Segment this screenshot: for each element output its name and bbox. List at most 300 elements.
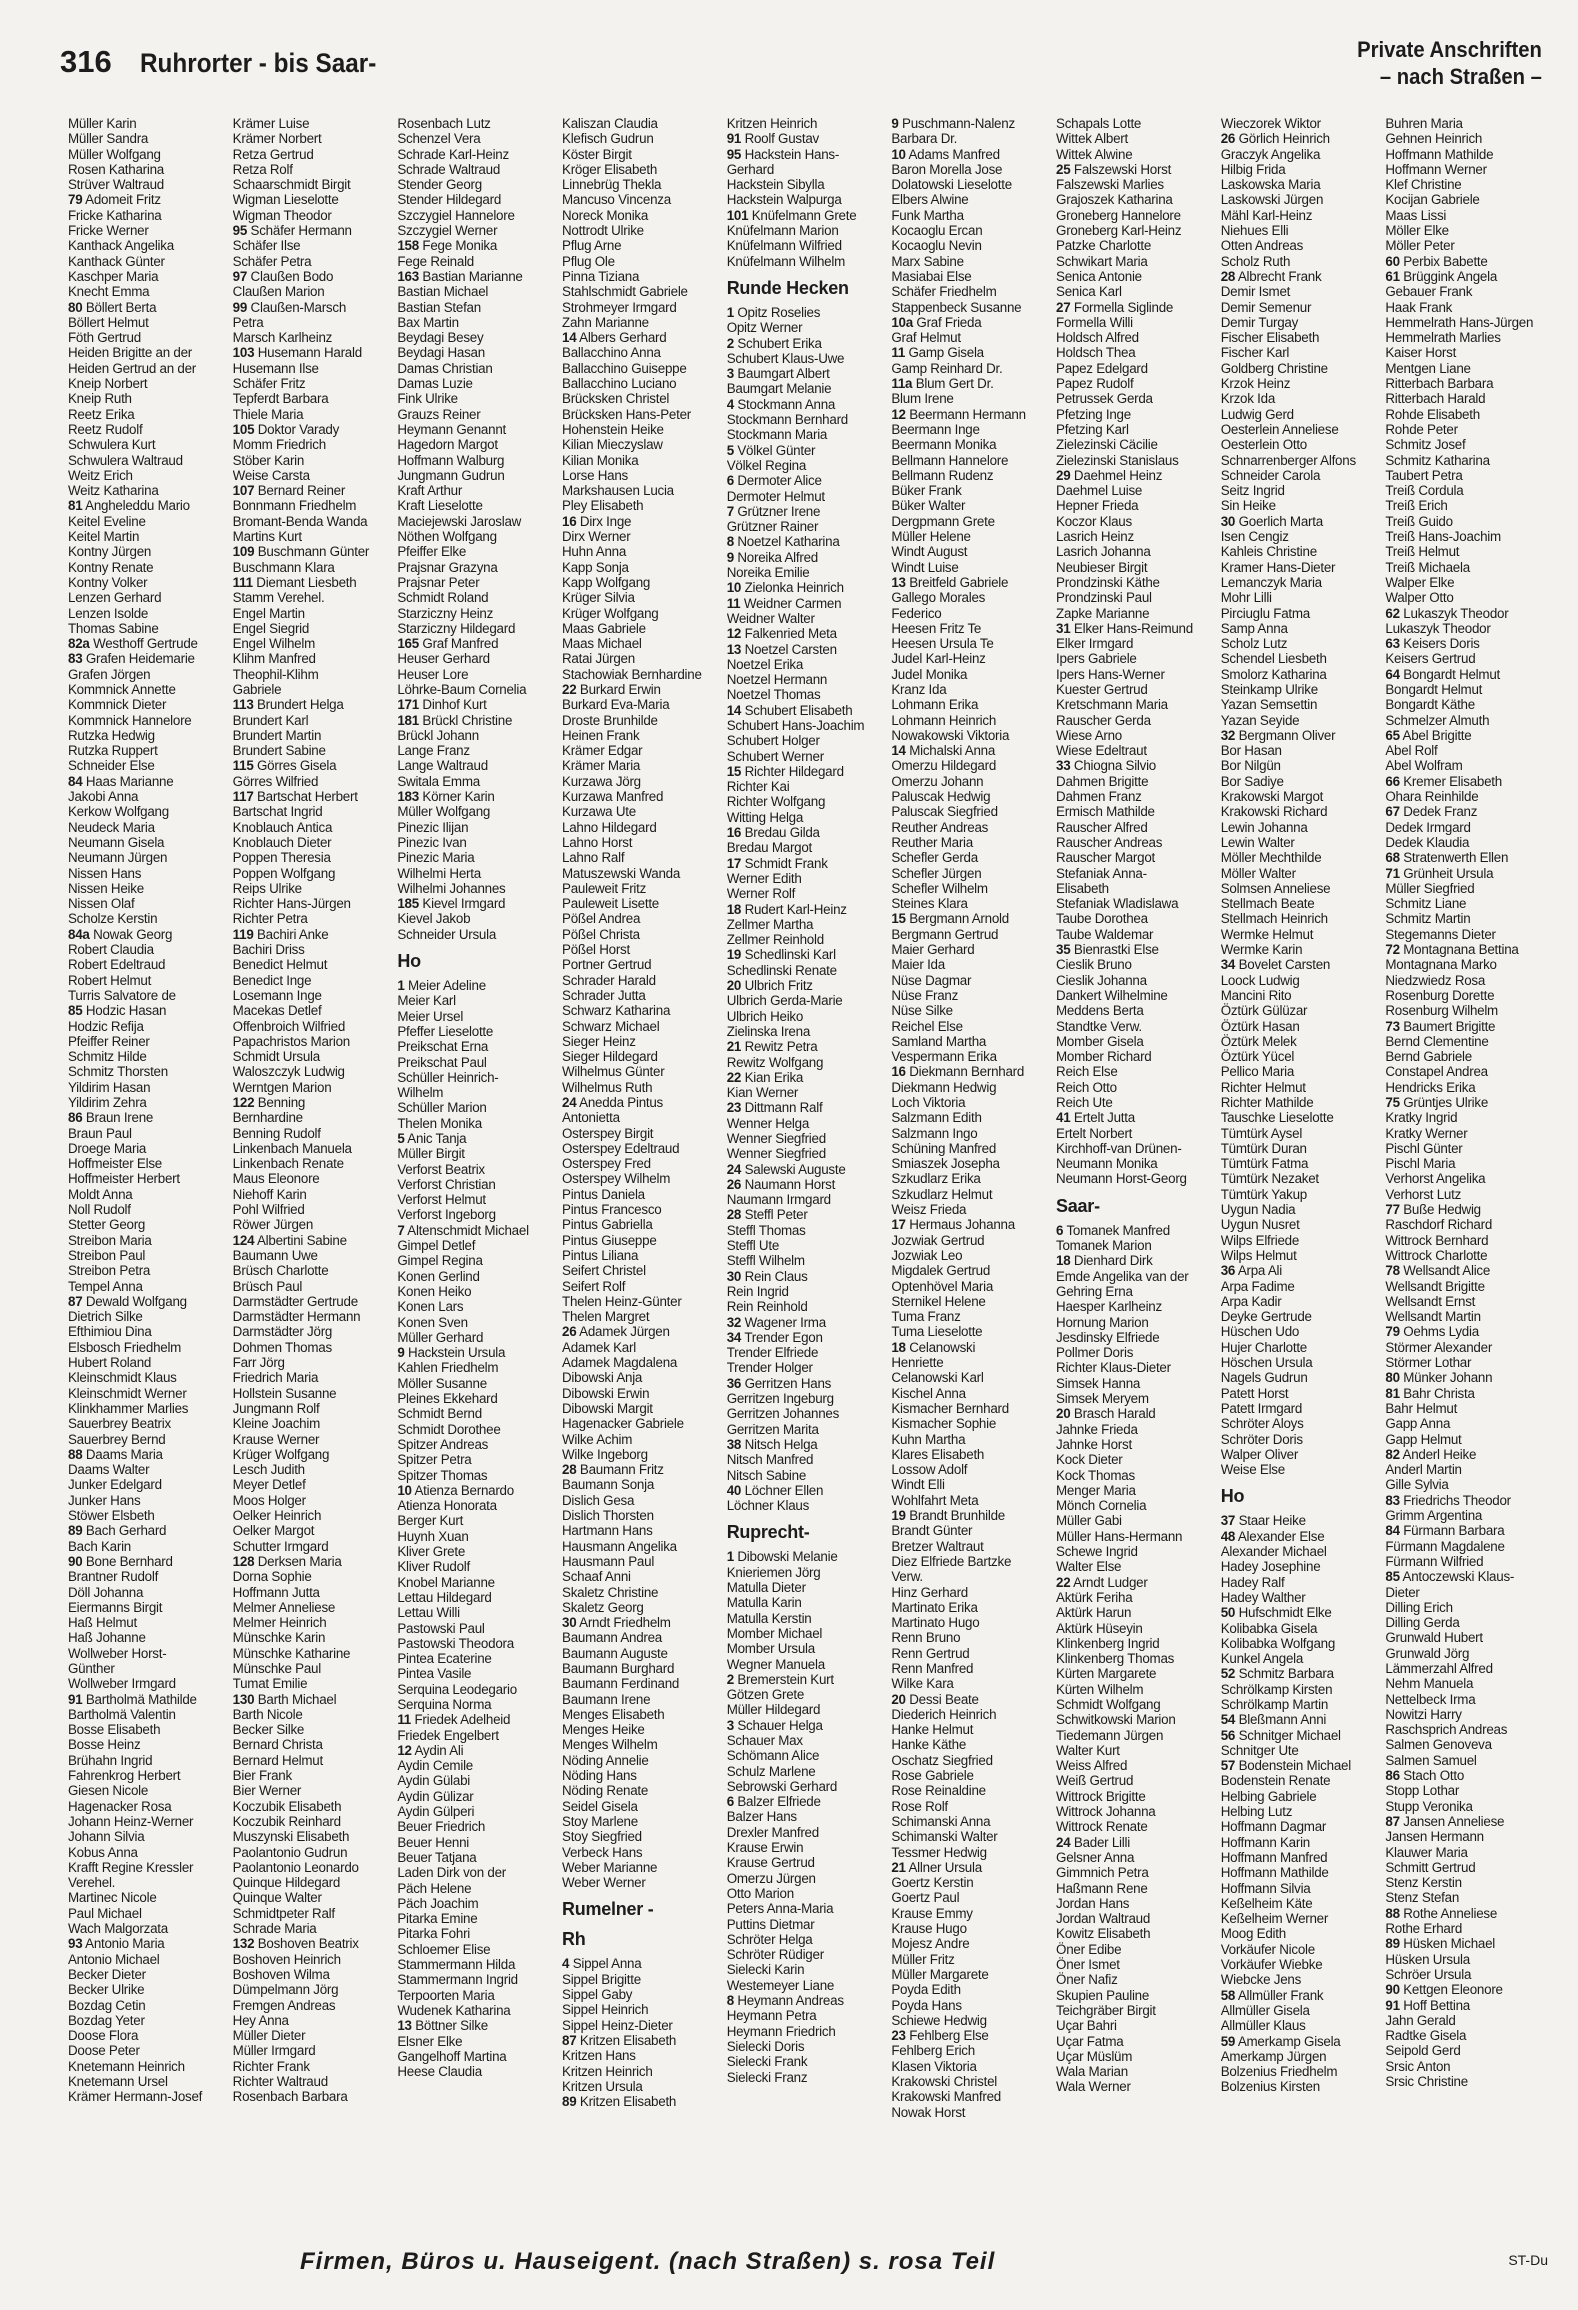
entry: Retza Rolf — [232, 161, 293, 177]
entry: Osterspey Edeltraud — [562, 1140, 680, 1156]
entry: Kolibabka Wolfgang — [1220, 1635, 1336, 1651]
entry: Grunwald Hubert — [1385, 1630, 1483, 1646]
entry: 86 Braun Irene — [68, 1110, 154, 1126]
entry: Treiß Helmut — [1385, 544, 1460, 560]
entry: Allmüller Gisela — [1220, 2002, 1310, 2018]
entry: Loch Viktoria — [891, 1095, 966, 1110]
entry: Lemanczyk Maria — [1220, 574, 1322, 590]
entry: 185 Kievel Irmgard — [397, 896, 506, 912]
entry: Kaiser Horst — [1385, 345, 1457, 361]
entry: Pößel Christa — [562, 926, 640, 942]
entry: Kurzawa Manfred — [562, 789, 664, 805]
entry: Aydin Gülizar — [397, 1788, 474, 1804]
entry: 40 Löchner Ellen — [726, 1482, 824, 1498]
entry: Richter Klaus-Dieter — [1056, 1360, 1171, 1376]
entry: Paluscak Siegfried — [891, 804, 998, 820]
entry: Brühahn Ingrid — [68, 1752, 153, 1768]
entry: Kapp Sonja — [562, 559, 629, 575]
entry: Pleines Ekkehard — [397, 1391, 498, 1407]
entry: Poppen Theresia — [232, 850, 331, 866]
house-number: 28 — [1220, 268, 1236, 284]
entry: Bromant-Benda Wanda — [232, 513, 368, 529]
entry: Baumann Sonja — [562, 1477, 655, 1493]
entry: Noll Rudolf — [68, 1202, 131, 1218]
house-number: 1 — [397, 978, 405, 994]
house-number: 87 — [68, 1293, 83, 1309]
entry: Rose Reinaldine — [891, 1783, 986, 1799]
entry: Schnarrenberger Alfons — [1220, 452, 1356, 468]
entry: Schrölkamp Kirsten — [1220, 1681, 1333, 1697]
entry: Klinkhammer Marlies — [68, 1400, 189, 1416]
entry: Hepner Frieda — [1056, 498, 1139, 514]
column-3 — [397, 116, 561, 2226]
entry: 32 Wagener Irma — [726, 1314, 826, 1330]
entry: Burkard Eva-Maria — [562, 697, 670, 713]
entry: Müller Helene — [891, 529, 971, 545]
house-number: 89 — [68, 1523, 83, 1539]
entry: 25 Falszewski Horst — [1056, 161, 1172, 177]
entry: Tuma Franz — [891, 1309, 961, 1325]
entry: 26 Naumann Horst — [726, 1176, 836, 1192]
entry: Pohl Wilfried — [232, 1202, 305, 1218]
entry: Wilhelmus Ruth — [562, 1079, 653, 1095]
entry: Nettelbeck Irma — [1385, 1691, 1476, 1707]
entry: Wenner Siegfried — [726, 1146, 826, 1162]
house-number: 25 — [1056, 161, 1071, 177]
house-number: 21 — [891, 1859, 906, 1875]
house-number: 80 — [68, 299, 83, 315]
entry: Grimm Argentina — [1385, 1508, 1483, 1524]
entry: 89 Hüsken Michael — [1385, 1936, 1496, 1952]
entry: 2 Bremerstein Kurt — [726, 1671, 834, 1687]
entry: Sippel Heinz-Dieter — [562, 2017, 673, 2033]
entry: 20 Ulbrich Fritz — [726, 978, 813, 994]
entry: Dümpelmann Jörg — [232, 1982, 339, 1998]
entry: Dergpmann Grete — [891, 513, 995, 529]
entry: Mancini Rito — [1220, 987, 1292, 1003]
entry: Kleinschmidt Werner — [68, 1385, 187, 1401]
entry: Hanke Käthe — [891, 1737, 967, 1753]
house-number: 78 — [1385, 1263, 1400, 1279]
entry: 90 Bone Bernhard — [68, 1553, 173, 1569]
entry: Stenz Kerstin — [1385, 1875, 1462, 1891]
entry: Fischer Karl — [1220, 345, 1290, 361]
entry: Koczubik Elisabeth — [232, 1798, 342, 1814]
entry: Schrade Karl-Heinz — [397, 146, 509, 162]
entry: Standtke Verw. — [1056, 1018, 1142, 1034]
entry: Schröter Helga — [726, 1931, 813, 1947]
entry: Schenzel Vera — [397, 131, 481, 147]
entry: 86 Stach Otto — [1385, 1768, 1465, 1784]
entry: Müller Dieter — [232, 2028, 306, 2044]
entry: Kratky Werner — [1385, 1125, 1468, 1141]
entry: Grafen Jörgen — [68, 666, 151, 682]
entry: Zielezinski Cäcilie — [1056, 437, 1158, 453]
entry: Werner Rolf — [726, 886, 796, 902]
entry: 11 Weidner Carmen — [726, 595, 842, 611]
entry: Wittek Albert — [1056, 131, 1128, 147]
entry: Bozdag Cetin — [68, 1997, 146, 2013]
entry: Loock Ludwig — [1220, 972, 1300, 988]
entry: Neumann Jürgen — [68, 850, 168, 866]
entry: Weise Carsta — [232, 467, 310, 483]
entry: 6 Balzer Elfriede — [726, 1794, 821, 1810]
entry: Uçar Müslüm — [1056, 2048, 1133, 2064]
house-number: 1 — [726, 304, 734, 320]
house-number: 7 — [726, 503, 734, 519]
entry: Darmstädter Hermann — [232, 1309, 361, 1325]
entry: Bernard Christa — [232, 1737, 323, 1753]
entry: Kocijan Gabriele — [1385, 192, 1480, 208]
entry: Husemann Ilse — [232, 360, 319, 376]
entry: Schmidt Dorothee — [397, 1421, 501, 1437]
entry: Tumat Emilie — [232, 1676, 308, 1692]
entry: 107 Bernard Reiner — [232, 483, 346, 499]
house-number: 12 — [891, 406, 906, 422]
entry: Kerkow Wolfgang — [68, 804, 169, 820]
entry: Laden Dirk von der — [397, 1865, 506, 1881]
entry: Krämer Hermann-Josef — [68, 2089, 203, 2105]
entry: Dietrich Silke — [68, 1309, 143, 1325]
entry: Nowitzi Harry — [1385, 1706, 1462, 1722]
house-number: 84 — [68, 773, 83, 789]
entry: Uçar Fatma — [1056, 2033, 1124, 2049]
entry: Macekas Detlef — [232, 1003, 322, 1019]
house-number: 81 — [1385, 1385, 1400, 1401]
entry: Kischel Anna — [891, 1385, 966, 1401]
entry: Streibon Petra — [68, 1263, 151, 1279]
entry: 18 Celanowski — [891, 1339, 976, 1355]
entry: 99 Claußen-Marsch — [232, 299, 347, 315]
entry: Kurzawa Ute — [562, 804, 636, 820]
entry: Solmsen Anneliese — [1220, 880, 1331, 896]
entry: Grauzs Reiner — [397, 406, 481, 422]
entry: Smiaszek Josepha — [891, 1156, 1000, 1172]
entry: Menges Elisabeth — [562, 1706, 665, 1722]
footer-code: ST-Du — [1508, 2252, 1548, 2268]
entry: Krzok Heinz — [1220, 376, 1291, 392]
entry: Schmitz Josef — [1385, 437, 1466, 453]
entry: Elisabeth — [1056, 880, 1109, 896]
entry: Krämer Luise — [232, 116, 310, 131]
entry: Yazan Seyide — [1220, 712, 1300, 728]
entry: Päch Helene — [397, 1880, 472, 1896]
entry: Konen Sven — [397, 1314, 468, 1330]
entry: Pintus Daniela — [562, 1186, 645, 1202]
entry: 84 Fürmann Barbara — [1385, 1523, 1505, 1539]
entry: 41 Ertelt Jutta — [1056, 1110, 1135, 1126]
entry: Tümtürk Duran — [1220, 1140, 1307, 1156]
house-number: 111 — [232, 574, 253, 590]
entry: Pastowski Theodora — [397, 1635, 514, 1651]
entry: Wigman Theodor — [232, 207, 332, 223]
entry: Schmelzer Almuth — [1385, 712, 1490, 728]
entry: Lasrich Johanna — [1056, 544, 1151, 560]
entry: Senica Antonie — [1056, 268, 1142, 284]
entry: Dibowski Anja — [562, 1370, 643, 1386]
entry: Schüller Heinrich- — [397, 1069, 499, 1085]
entry: Kleine Joachim — [232, 1416, 320, 1432]
entry: 16 Diekmann Bernhard — [891, 1064, 1025, 1080]
entry: Senica Karl — [1056, 284, 1122, 300]
entry: Wilhelm — [397, 1085, 444, 1101]
entry: Pollmer Doris — [1056, 1345, 1134, 1361]
entry: Nissen Olaf — [68, 896, 135, 912]
entry: Abel Wolfram — [1385, 758, 1463, 774]
entry: Hüschen Udo — [1220, 1324, 1300, 1340]
entry: 81 Angheleddu Mario — [68, 498, 190, 514]
entry: Hausmann Paul — [562, 1553, 655, 1569]
entry: Momber Gisela — [1056, 1033, 1144, 1049]
entry: Krafft Regine Kressler — [68, 1859, 194, 1875]
entry: Hubert Roland — [68, 1355, 152, 1371]
entry: Robert Edeltraud — [68, 957, 166, 973]
entry: Noreck Monika — [562, 207, 649, 223]
entry: Schäfer Petra — [232, 253, 312, 269]
entry: 56 Schnitger Michael — [1220, 1727, 1341, 1743]
entry: Sauerbrey Bernd — [68, 1431, 166, 1447]
entry: Samp Anna — [1220, 620, 1288, 636]
entry: Cieslik Bruno — [1056, 957, 1132, 973]
entry: Baumann Ferdinand — [562, 1676, 680, 1692]
entry: Neubieser Birgit — [1056, 559, 1148, 575]
entry: Heymann Petra — [726, 2008, 817, 2024]
entry: Brücksken Hans-Peter — [562, 406, 691, 422]
entry: Neumann Monika — [1056, 1156, 1158, 1172]
entry: Sielecki Doris — [726, 2038, 805, 2054]
entry: Szkudlarz Helmut — [891, 1186, 993, 1202]
entry: Smolorz Katharina — [1220, 666, 1327, 682]
entry: Pößel Andrea — [562, 911, 641, 927]
entry: Preikschat Erna — [397, 1039, 489, 1055]
entry: 6 Dermoter Alice — [726, 473, 822, 489]
entry: Kürten Wilhelm — [1056, 1681, 1144, 1697]
entry: 117 Bartschat Herbert — [232, 789, 358, 805]
entry: Ritterbach Barbara — [1385, 376, 1494, 392]
entry: Tempel Anna — [68, 1278, 143, 1294]
entry: Schmitz Hilde — [68, 1049, 147, 1065]
entry: Amerkamp Jürgen — [1220, 2048, 1327, 2064]
entry: Dedek Klaudia — [1385, 834, 1470, 850]
entry: 6 Tomanek Manfred — [1056, 1222, 1170, 1238]
entry: Hoffmann Dagmar — [1220, 1819, 1327, 1835]
entry: Baumann Andrea — [562, 1630, 662, 1646]
entry: Öner Nafiz — [1056, 1972, 1118, 1988]
entry: Fink Ulrike — [397, 391, 458, 407]
house-number: 73 — [1385, 1018, 1400, 1034]
entry: Pfeffer Lieselotte — [397, 1023, 494, 1039]
entry: Stellmach Heinrich — [1220, 911, 1328, 927]
entry: Kobus Anna — [68, 1844, 138, 1860]
entry: Pößel Horst — [562, 942, 630, 958]
entry: Hackstein Walpurga — [726, 192, 842, 208]
entry: Ermisch Mathilde — [1056, 804, 1155, 820]
entry: 163 Bastian Marianne — [397, 268, 523, 284]
entry: Becker Ulrike — [68, 1982, 145, 1998]
entry: Dolatowski Lieselotte — [891, 177, 1012, 193]
entry: Bastian Stefan — [397, 299, 481, 315]
entry: 103 Husemann Harald — [232, 345, 362, 361]
entry: Elker Irmgard — [1056, 636, 1134, 652]
entry: Sielecki Franz — [726, 2069, 808, 2085]
entry: Sieger Hildegard — [562, 1049, 658, 1065]
entry: 91 Roolf Gustav — [726, 131, 819, 147]
entry: Köster Birgit — [562, 146, 632, 162]
entry: Verforst Helmut — [397, 1192, 486, 1208]
house-number: 91 — [68, 1691, 83, 1707]
street-range: Ruhrorter - bis Saar- — [140, 48, 377, 78]
house-number: 13 — [726, 641, 742, 657]
entry: Schwarz Michael — [562, 1018, 660, 1034]
entry: Krause Emmy — [891, 1905, 973, 1921]
entry: Bernd Clementine — [1385, 1033, 1489, 1049]
entry: Goertz Paul — [891, 1890, 960, 1906]
entry: Doose Flora — [68, 2028, 139, 2044]
house-number: 14 — [891, 743, 906, 759]
house-number: 30 — [1220, 513, 1236, 529]
entry: Graczyk Angelika — [1220, 146, 1321, 162]
entry: Möller Elke — [1385, 223, 1449, 239]
entry: Schwitkowski Marion — [1056, 1712, 1176, 1728]
entry: Braun Paul — [68, 1125, 132, 1141]
entry: Lange Waltraud — [397, 758, 488, 774]
entry: Wilhelmi Herta — [397, 865, 481, 881]
entry: Maas Lissi — [1385, 207, 1447, 223]
entry: Weisz Frieda — [891, 1202, 967, 1218]
entry: Osterspey Wilhelm — [562, 1171, 671, 1187]
entry: Claußen Marion — [232, 284, 325, 300]
entry: Schutter Irmgard — [232, 1538, 329, 1554]
entry: Verforst Ingeborg — [397, 1207, 496, 1223]
entry: Dibowski Erwin — [562, 1385, 650, 1401]
entry: Dirx Werner — [562, 529, 631, 545]
entry: 158 Fege Monika — [397, 238, 498, 254]
entry: Linnebrüg Thekla — [562, 177, 662, 193]
entry: Jozwiak Gertrud — [891, 1232, 985, 1248]
entry: Niedzwiedz Rosa — [1385, 972, 1486, 988]
entry: Schrade Maria — [232, 1921, 317, 1937]
entry: Junker Hans — [68, 1492, 141, 1508]
house-number: 113 — [232, 697, 254, 713]
entry: Serquina Leodegario — [397, 1681, 517, 1697]
entry: Nüse Silke — [891, 1003, 953, 1019]
entry: Bartschat Ingrid — [232, 804, 323, 820]
entry: Boshoven Wilma — [232, 1966, 330, 1982]
entry: Kröger Elisabeth — [562, 161, 658, 177]
entry: Pintus Liliana — [562, 1247, 639, 1263]
entry: Beydagi Besey — [397, 330, 484, 346]
entry: Paolantonio Gudrun — [232, 1844, 348, 1860]
entry: Starziczny Hildegard — [397, 620, 516, 636]
entry: 65 Abel Brigitte — [1385, 727, 1472, 743]
house-number: 83 — [68, 651, 83, 667]
entry: Otten Andreas — [1220, 238, 1304, 254]
entry: Hagenacker Rosa — [68, 1798, 172, 1814]
entry: Kneip Norbert — [68, 376, 148, 392]
entry: Knetemann Ursel — [68, 2074, 168, 2089]
house-number: 50 — [1220, 1605, 1236, 1621]
entry: Moos Holger — [232, 1492, 306, 1508]
entry: Hadey Walther — [1220, 1589, 1306, 1605]
entry: Pintus Francesco — [562, 1202, 662, 1218]
entry: Wellsandt Martin — [1385, 1309, 1481, 1325]
entry: Schrader Jutta — [562, 987, 646, 1003]
entry: Tümtürk Nezaket — [1220, 1171, 1319, 1187]
entry: 19 Brandt Brunhilde — [891, 1508, 1005, 1524]
entry: Oschatz Siegfried — [891, 1752, 993, 1768]
entry: Simsek Meryem — [1056, 1391, 1149, 1407]
entry: Kürten Margarete — [1056, 1666, 1157, 1682]
entry: Heymann Friedrich — [726, 2023, 836, 2039]
entry: Kapp Wolfgang — [562, 574, 651, 590]
entry: Schmitz Martin — [1385, 911, 1471, 927]
house-number: 79 — [1385, 1324, 1400, 1340]
entry: Raschdorf Richard — [1385, 1217, 1493, 1233]
entry: Schmitz Thorsten — [68, 1064, 168, 1080]
entry: Kock Thomas — [1056, 1467, 1135, 1483]
house-number: 12 — [397, 1742, 412, 1758]
entry: Spitzer Thomas — [397, 1467, 488, 1483]
entry: Röwer Jürgen — [232, 1217, 314, 1233]
entry: Schaarschmidt Birgit — [232, 177, 351, 193]
entry: Störmer Alexander — [1385, 1339, 1493, 1355]
entry: Pinezic Ilijan — [397, 819, 469, 835]
entry: Jahn Gerald — [1385, 2012, 1456, 2028]
entry: Skaletz Christine — [562, 1584, 659, 1600]
entry: Schendel Liesbeth — [1220, 651, 1327, 667]
entry: Wermke Helmut — [1220, 926, 1314, 942]
entry: Optenhövel Maria — [891, 1278, 994, 1294]
entry: Kritzen Heinrich — [726, 116, 818, 131]
entry: Rohde Peter — [1385, 421, 1458, 437]
entry: Münschke Katharine — [232, 1645, 351, 1661]
entry: Götzen Grete — [726, 1687, 805, 1703]
entry: Öner Ismet — [1056, 1957, 1120, 1973]
entry: 113 Brundert Helga — [232, 697, 344, 713]
house-number: 21 — [726, 1039, 742, 1055]
entry: Schimanski Walter — [891, 1829, 998, 1845]
entry: Walper Oliver — [1220, 1446, 1299, 1462]
entry: Bosse Heinz — [68, 1737, 141, 1753]
entry: 66 Kremer Elisabeth — [1385, 773, 1502, 789]
entry: Rauscher Margot — [1056, 850, 1155, 866]
entry: Gebauer Frank — [1385, 284, 1473, 300]
entry: Szczygiel Hannelore — [397, 207, 515, 223]
entry: Papez Rudolf — [1056, 376, 1134, 392]
street-heading: Ruprecht- — [726, 1522, 810, 1543]
house-number: 31 — [1056, 620, 1071, 636]
entry: Damas Christian — [397, 360, 493, 376]
entry: Richter Hans-Jürgen — [232, 896, 351, 912]
entry: Schauer Max — [726, 1732, 803, 1748]
entry: Pischl Günter — [1385, 1140, 1463, 1156]
column-2 — [233, 116, 397, 2226]
entry: Werntgen Marion — [232, 1079, 332, 1095]
entry: Paluscak Hedwig — [891, 789, 991, 805]
entry: Maier Ida — [891, 957, 945, 973]
house-number: 9 — [891, 116, 899, 131]
entry: Schapals Lotte — [1056, 116, 1142, 131]
entry: Maciejewski Jaroslaw — [397, 513, 522, 529]
entry: Schedlinski Renate — [726, 962, 837, 978]
entry: Brantner Rudolf — [68, 1569, 159, 1585]
section-title-line1: Private Anschriften — [1357, 37, 1542, 62]
entry: Weiß Gertrud — [1056, 1773, 1134, 1789]
entry: 28 Baumann Fritz — [562, 1462, 664, 1478]
entry: 5 Anic Tanja — [397, 1131, 467, 1146]
entry: Bor Hasan — [1220, 743, 1282, 759]
entry: 26 Adamek Jürgen — [562, 1324, 670, 1340]
